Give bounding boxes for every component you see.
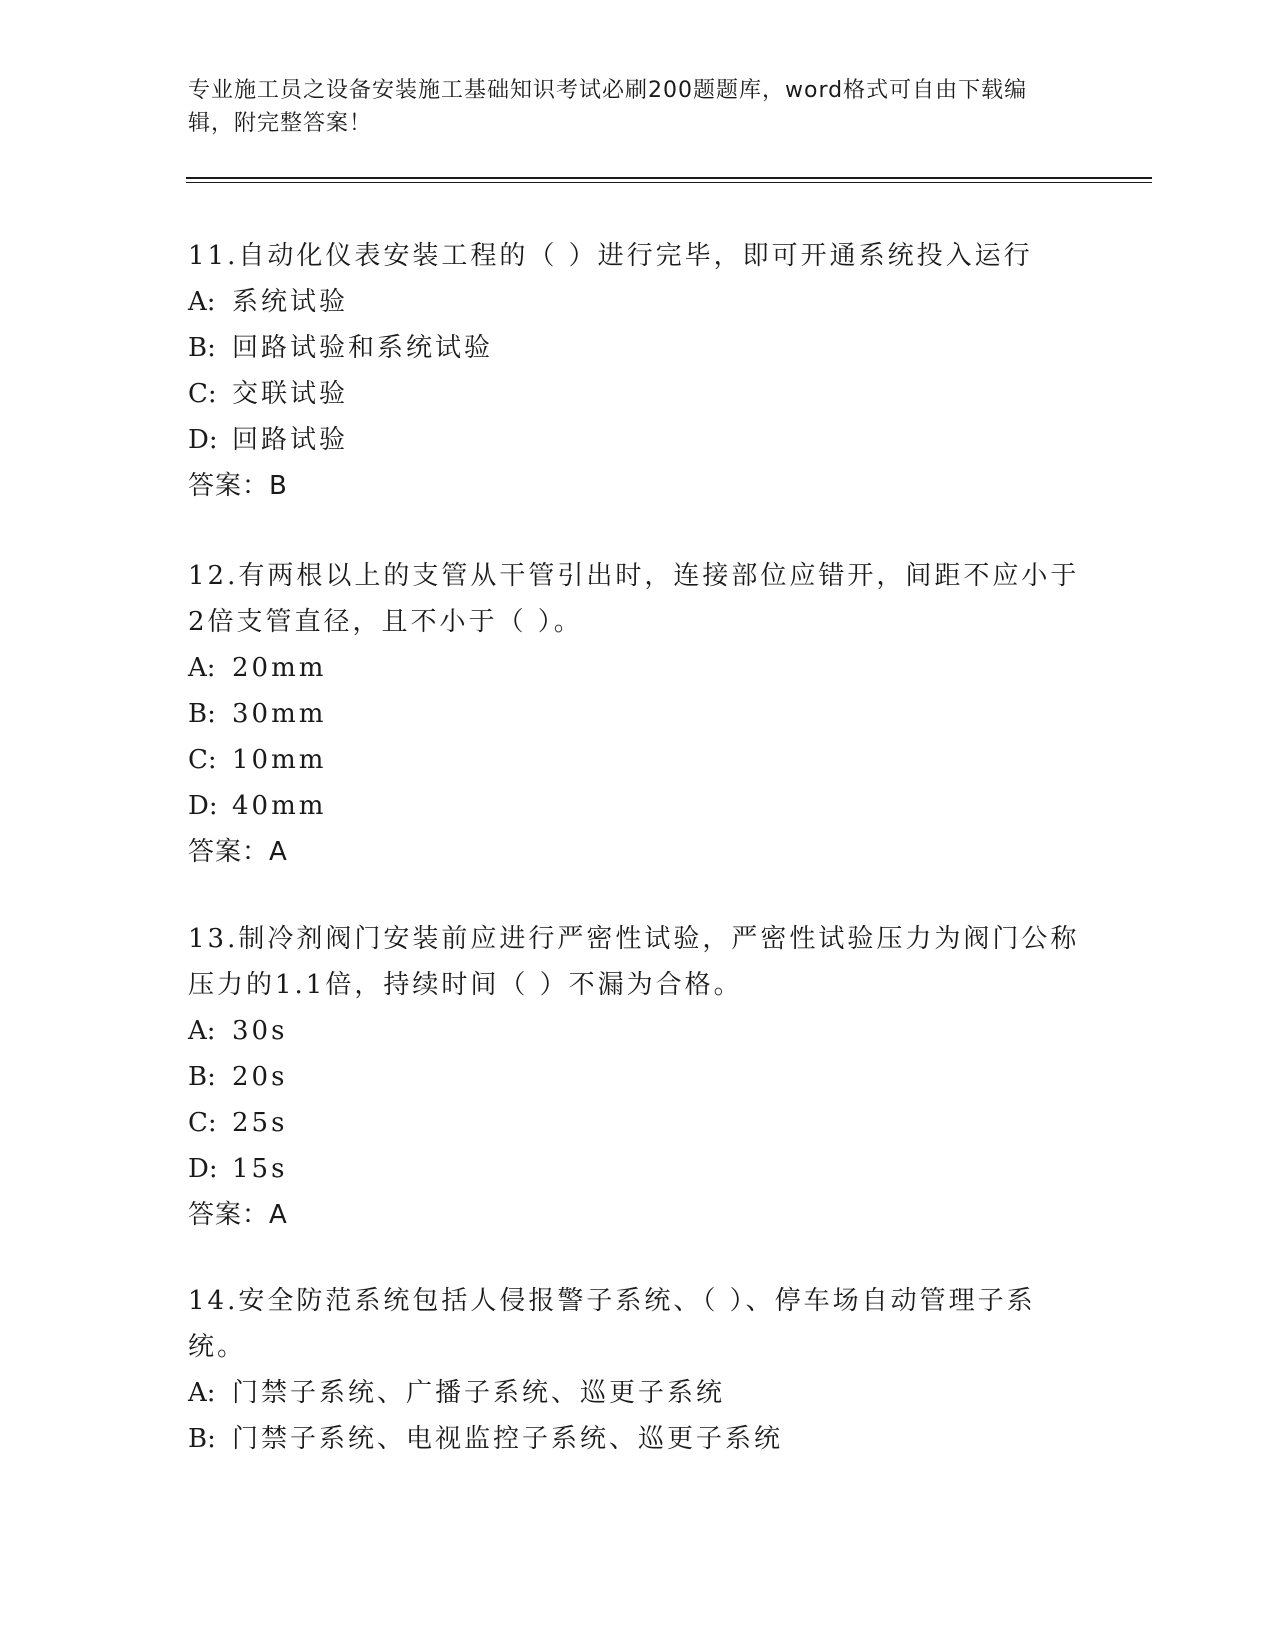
question-12 (188, 553, 1088, 875)
option-text: 40mm (232, 791, 327, 821)
option-text: 门禁子系统、广播子系统、巡更子系统 (232, 1378, 726, 1408)
option-label: A: (188, 287, 216, 317)
option-c (188, 371, 1088, 417)
option-text: 20mm (232, 653, 327, 683)
option-b (188, 1416, 1088, 1462)
option-text: 30s (232, 1016, 288, 1046)
option-text: 回路试验和系统试验 (232, 333, 494, 363)
question-11 (188, 233, 1088, 509)
question-stem: 12.有两根以上的支管从干管引出时，连接部位应错开，间距不应小于2倍支管直径，且不小于（ ）。 (188, 561, 1080, 637)
option-label: B: (188, 1424, 216, 1454)
question-stem: 14.安全防范系统包括人侵报警子系统、（ ）、停车场自动管理子系统。 (188, 1286, 1036, 1362)
answer-line: 答案：A (188, 837, 288, 867)
answer-line: 答案：B (188, 471, 288, 501)
option-label: D: (188, 1154, 218, 1184)
option-b (188, 1054, 1088, 1100)
option-label: C: (188, 1108, 217, 1138)
option-label: A: (188, 1378, 216, 1408)
option-label: B: (188, 333, 216, 363)
option-text: 15s (232, 1154, 288, 1184)
option-b (188, 691, 1088, 737)
option-label: C: (188, 745, 217, 775)
header-divider-thick (186, 177, 1152, 179)
question-14 (188, 1278, 1088, 1462)
option-a (188, 279, 1088, 325)
option-d (188, 1146, 1088, 1192)
answer-line: 答案：A (188, 1200, 288, 1230)
option-text: 25s (232, 1108, 288, 1138)
option-text: 回路试验 (232, 425, 349, 455)
option-text: 交联试验 (232, 379, 349, 409)
option-text: 30mm (232, 699, 327, 729)
option-a (188, 1008, 1088, 1054)
option-text: 20s (232, 1062, 288, 1092)
option-a (188, 1370, 1088, 1416)
option-a (188, 645, 1088, 691)
option-label: A: (188, 653, 216, 683)
question-stem: 13.制冷剂阀门安装前应进行严密性试验，严密性试验压力为阀门公称压力的1.1倍，持续时间（ ）不漏为合格。 (188, 924, 1080, 1000)
option-c (188, 737, 1088, 783)
header-divider-thin (186, 182, 1152, 183)
option-text: 10mm (232, 745, 327, 775)
option-label: D: (188, 791, 218, 821)
option-label: B: (188, 1062, 216, 1092)
option-text: 门禁子系统、电视监控子系统、巡更子系统 (232, 1424, 784, 1454)
option-label: B: (188, 699, 216, 729)
option-d (188, 783, 1088, 829)
option-d (188, 417, 1088, 463)
document-header: 专业施工员之设备安装施工基础知识考试必刷200题题库，word格式可自由下载编辑，附完整答案！ (188, 78, 1028, 136)
option-b (188, 325, 1088, 371)
question-stem: 11.自动化仪表安装工程的（ ）进行完毕，即可开通系统投入运行 (188, 241, 1033, 271)
option-c (188, 1100, 1088, 1146)
option-label: C: (188, 379, 217, 409)
option-label: A: (188, 1016, 216, 1046)
option-text: 系统试验 (232, 287, 349, 317)
option-label: D: (188, 425, 218, 455)
question-13 (188, 916, 1088, 1238)
